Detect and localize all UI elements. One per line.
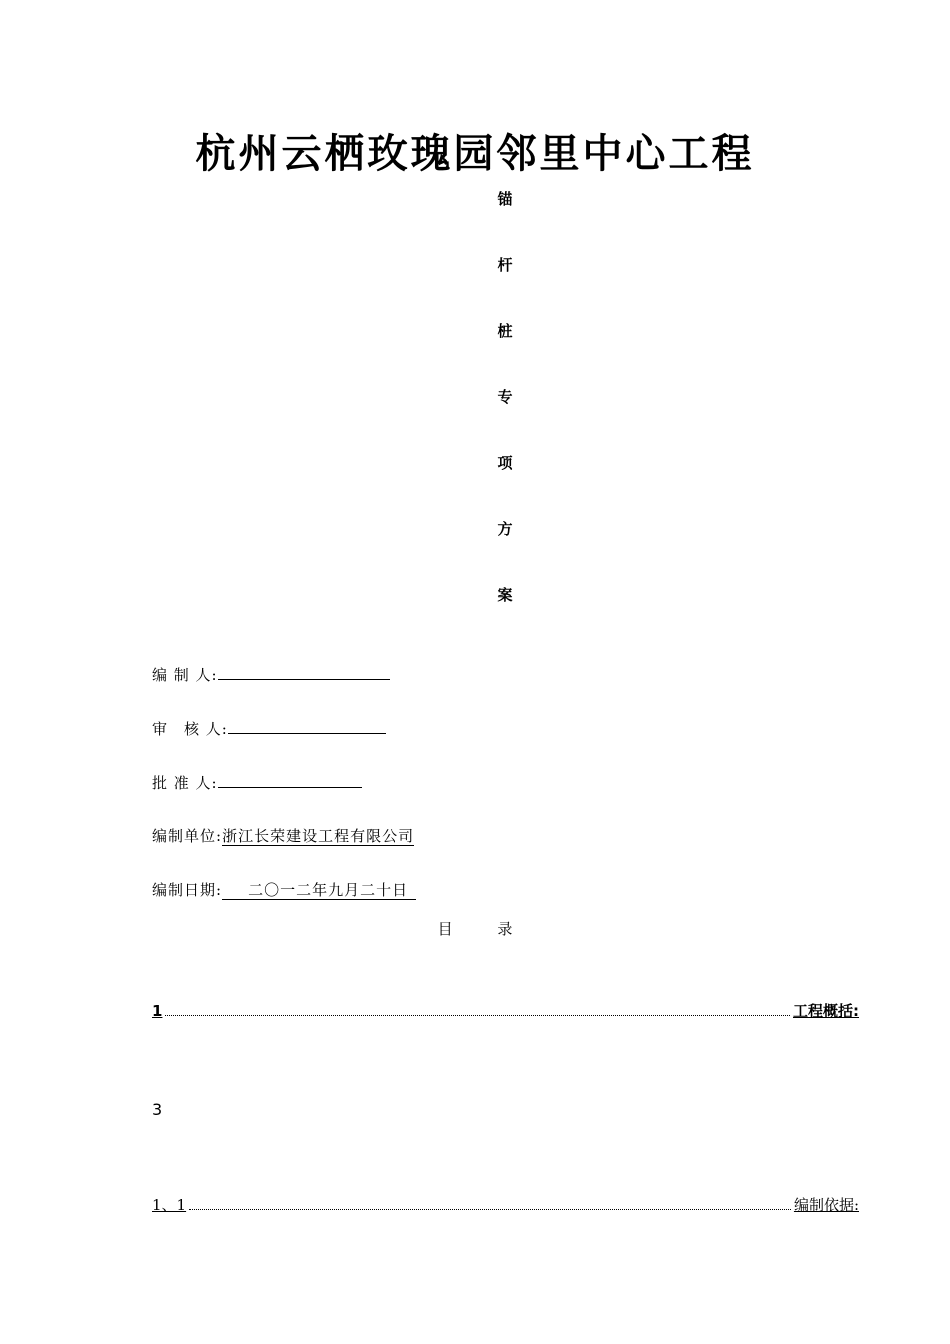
approver-blank-line[interactable] [218,771,362,788]
toc-dot-leader [165,1005,790,1016]
subtitle-char: 项 [497,454,513,472]
date-value: 二〇一二年九月二十日 [222,881,416,900]
document-title: 杭州云栖玫瑰园邻里中心工程 [195,130,755,177]
toc-entry-number: 1、1 [152,1196,187,1214]
toc-entry-title: 编制依据: [793,1196,859,1214]
reviewer-blank-line[interactable] [228,717,386,734]
approver-label: 批 准 人: [152,774,218,792]
approver-field [152,771,362,793]
toc-heading: 目 录 [437,920,513,938]
toc-entry-number: 1 [152,1002,163,1020]
subtitle-char: 专 [497,388,513,406]
reviewer-field [152,717,386,739]
subtitle-char: 案 [497,586,513,604]
unit-field [152,825,414,846]
date-label: 编制日期: [152,881,223,899]
subtitle-char: 杆 [497,256,513,274]
subtitle-char: 方 [497,520,513,538]
preparer-blank-line[interactable] [218,663,390,680]
toc-dot-leader [189,1199,791,1210]
reviewer-label: 审 核 人: [152,720,228,738]
unit-label: 编制单位: [152,827,223,845]
date-field [152,879,416,900]
toc-entry-title: 工程概括: [793,1002,859,1020]
preparer-label: 编 制 人: [152,666,218,684]
unit-value: 浙江长荣建设工程有限公司 [222,827,415,845]
toc-page-number: 3 [152,1100,163,1119]
preparer-field [152,663,390,685]
subtitle-char: 桩 [497,322,513,340]
toc-entry[interactable] [152,1194,859,1215]
subtitle-char: 锚 [497,190,513,208]
toc-entry[interactable] [152,1000,859,1021]
